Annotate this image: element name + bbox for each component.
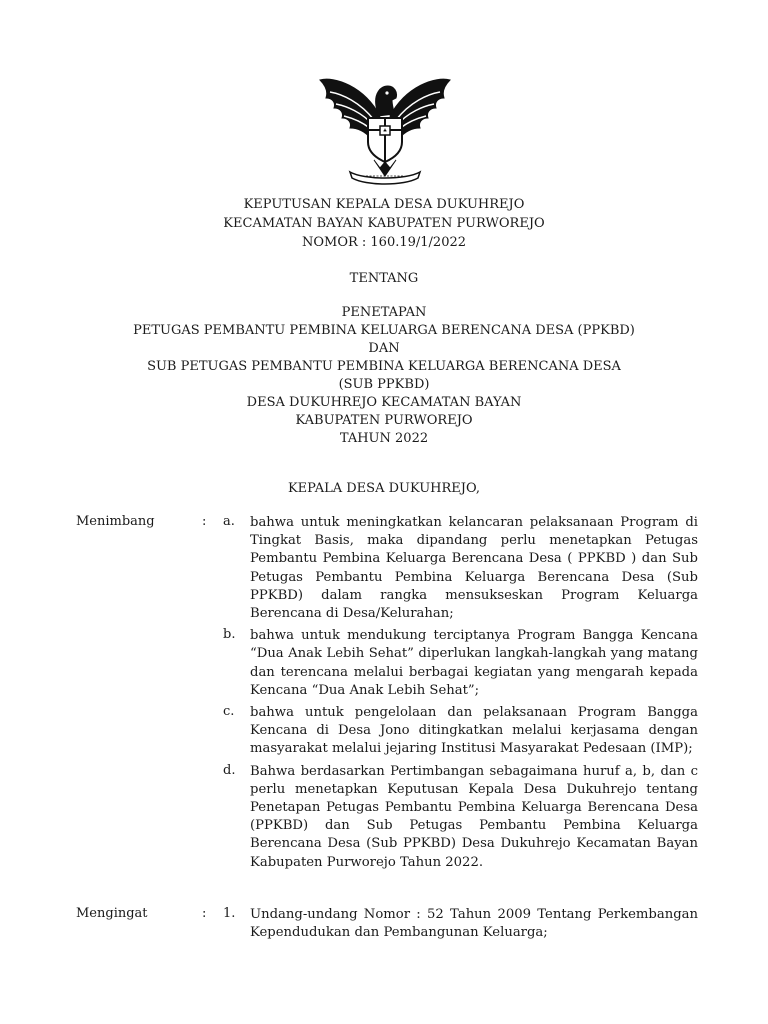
mengingat-section (76, 906, 698, 946)
mengingat-colon: : (202, 906, 207, 921)
subject-line-4: SUB PETUGAS PEMBANTU PEMBINA KELUARGA BERENCANA DESA (147, 359, 621, 374)
mengingat-label: Mengingat (76, 906, 148, 921)
item-marker: d. (223, 762, 236, 778)
item-text: bahwa untuk pengelolaan dan pelaksanaan Program Bangga Kencana di Desa Jono ditingkatkan melalui kerjasama dengan masyarakat melalui jejaring Institusi Masyarakat Pedesaan (IMP); (250, 705, 698, 757)
item-marker: a. (223, 514, 235, 529)
subject-line-6: DESA DUKUHREJO KECAMATAN BAYAN (246, 395, 522, 410)
item-text: Bahwa berdasarkan Pertimbangan sebagaimana huruf a, b, dan c perlu menetapkan Keputusan Kepala Desa Dukuhrejo tentang Penetapan Petugas Pembantu Pembina Keluarga Berencana Desa (PPKBD) dan Sub Petugas Pembantu Pembina Keluarga Berencana Desa (Sub PPKBD) Desa Dukuhrejo Kecamatan Bayan Kabupaten Purworejo Tahun 2022. (250, 763, 698, 870)
menimbang-colon: : (202, 514, 207, 529)
menimbang-item-c (76, 704, 698, 759)
garuda-emblem (314, 76, 456, 188)
menimbang-item-d (76, 763, 698, 872)
menimbang-item-a (76, 514, 698, 623)
item-text: Undang-undang Nomor : 52 Tahun 2009 Tentang Perkembangan Kependudukan dan Pembangunan Keluarga; (250, 907, 698, 941)
subject-line-2: PETUGAS PEMBANTU PEMBINA KELUARGA BERENCANA DESA (PPKBD) (133, 323, 635, 338)
decree-title-line2: KECAMATAN BAYAN KABUPATEN PURWOREJO (223, 216, 545, 231)
menimbang-label: Menimbang (76, 514, 155, 529)
item-text: bahwa untuk mendukung terciptanya Program Bangga Kencana “Dua Anak Lebih Sehat” diperlukan langkah-langkah yang matang dan terencana melalui berbagai kegiatan yang mengarah kepada Kencana “Dua Anak Lebih Sehat”; (250, 628, 698, 698)
mengingat-item-1 (76, 906, 698, 942)
subject-line-3: DAN (368, 341, 400, 356)
item-marker: 1. (223, 906, 236, 921)
menimbang-section (76, 514, 698, 876)
item-text: bahwa untuk meningkatkan kelancaran pelaksanaan Program di Tingkat Basis, maka dipandang perlu menetapkan Petugas Pembantu Pembina Keluarga Berencana Desa ( PPKBD ) dan Sub Petugas Pembantu Pembina Keluarga Berencana Desa (Sub PPKBD) dalam rangka mensukseskan Program Keluarga Berencana di Desa/Kelurahan; (250, 515, 698, 622)
official-title: KEPALA DESA DUKUHREJO, (287, 481, 481, 496)
tentang-heading: TENTANG (349, 271, 419, 286)
subject-line-1: PENETAPAN (341, 305, 427, 320)
item-marker: c. (223, 704, 235, 720)
subject-line-8: TAHUN 2022 (339, 431, 429, 446)
subject-line-7: KABUPATEN PURWOREJO (295, 413, 473, 428)
subject-line-5: (SUB PPKBD) (338, 377, 430, 392)
menimbang-item-b (76, 627, 698, 700)
item-marker: b. (223, 627, 236, 643)
decree-title-line1: KEPUTUSAN KEPALA DESA DUKUHREJO (243, 197, 525, 212)
decree-number: NOMOR : 160.19/1/2022 (301, 235, 467, 250)
